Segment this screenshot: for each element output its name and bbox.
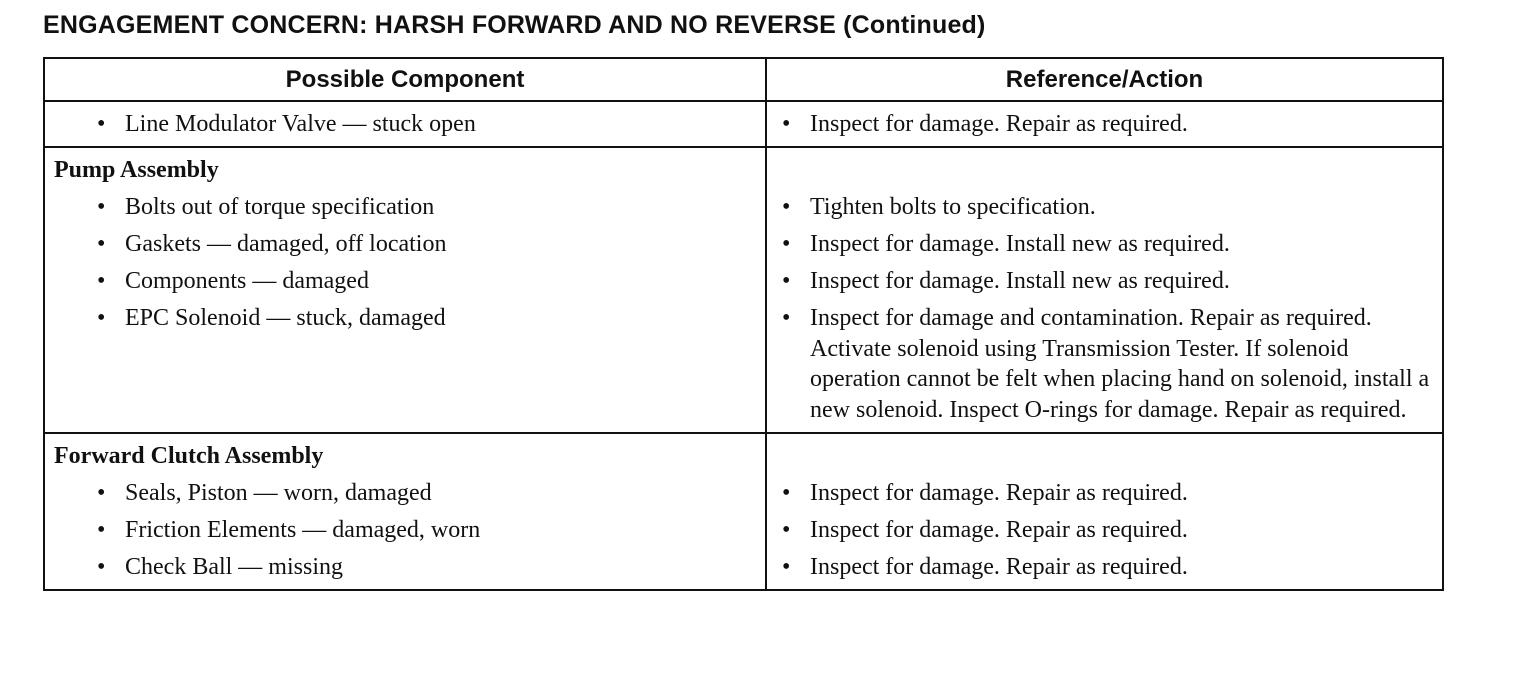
group-spacer	[767, 441, 1442, 471]
component-item	[45, 266, 765, 296]
action-item	[767, 229, 1442, 259]
action-text: Inspect for damage. Repair as required.	[810, 111, 1188, 137]
bullet: •	[97, 268, 106, 294]
bullet: •	[782, 231, 791, 257]
diagnosis-table	[43, 57, 1444, 591]
action-cell	[766, 101, 1443, 147]
action-item	[767, 552, 1442, 582]
component-cell	[44, 101, 766, 147]
action-text: Inspect for damage. Install new as required.	[810, 231, 1230, 257]
action-item	[767, 109, 1442, 139]
bullet: •	[97, 231, 106, 257]
group-title: Pump Assembly	[54, 157, 219, 183]
bullet: •	[782, 305, 791, 331]
page-title: ENGAGEMENT CONCERN: HARSH FORWARD AND NO REVERSE (Continued)	[43, 11, 986, 39]
action-item	[767, 192, 1442, 222]
component-cell	[44, 147, 766, 433]
component-item	[45, 229, 765, 259]
column-header-possible-component: Possible Component	[44, 58, 766, 101]
action-cell	[766, 147, 1443, 433]
component-item	[45, 192, 765, 222]
bullet: •	[782, 480, 791, 506]
bullet: •	[782, 111, 791, 137]
table-header-row	[44, 58, 1443, 101]
action-text: Inspect for damage. Repair as required.	[810, 554, 1188, 580]
action-cell	[766, 433, 1443, 590]
action-item	[767, 266, 1442, 296]
bullet: •	[97, 480, 106, 506]
component-text: Gaskets — damaged, off location	[125, 231, 447, 257]
component-item	[45, 515, 765, 545]
bullet: •	[97, 554, 106, 580]
bullet: •	[782, 194, 791, 220]
component-text: EPC Solenoid — stuck, damaged	[125, 305, 446, 331]
column-header-reference-action: Reference/Action	[766, 58, 1443, 101]
bullet: •	[782, 517, 791, 543]
bullet: •	[97, 111, 106, 137]
bullet: •	[782, 554, 791, 580]
action-text: Tighten bolts to specification.	[810, 194, 1096, 220]
component-item	[45, 303, 765, 333]
component-text: Line Modulator Valve — stuck open	[125, 111, 476, 137]
table-row	[44, 433, 1443, 590]
action-item	[767, 515, 1442, 545]
table-row	[44, 101, 1443, 147]
bullet: •	[97, 517, 106, 543]
table-row	[44, 147, 1443, 433]
component-text: Friction Elements — damaged, worn	[125, 517, 481, 543]
group-title: Forward Clutch Assembly	[54, 443, 324, 469]
action-text: Inspect for damage and contamination. Repair as required. Activate solenoid using Transmission Tester. If solenoid operation cannot be felt when placing hand on solenoid, install a new solenoid. Inspect O-rings for damage. Repair as required.	[810, 305, 1430, 423]
action-item	[767, 478, 1442, 508]
bullet: •	[97, 305, 106, 331]
bullet: •	[782, 268, 791, 294]
action-text: Inspect for damage. Repair as required.	[810, 480, 1188, 506]
component-item	[45, 478, 765, 508]
action-item	[767, 303, 1442, 425]
component-item	[45, 552, 765, 582]
component-text: Check Ball — missing	[125, 554, 343, 580]
action-text: Inspect for damage. Install new as required.	[810, 268, 1230, 294]
bullet: •	[97, 194, 106, 220]
component-text: Components — damaged	[125, 268, 369, 294]
component-cell	[44, 433, 766, 590]
action-text: Inspect for damage. Repair as required.	[810, 517, 1188, 543]
component-item	[45, 109, 765, 139]
group-spacer	[767, 155, 1442, 185]
component-text: Seals, Piston — worn, damaged	[125, 480, 432, 506]
component-text: Bolts out of torque specification	[125, 194, 435, 220]
